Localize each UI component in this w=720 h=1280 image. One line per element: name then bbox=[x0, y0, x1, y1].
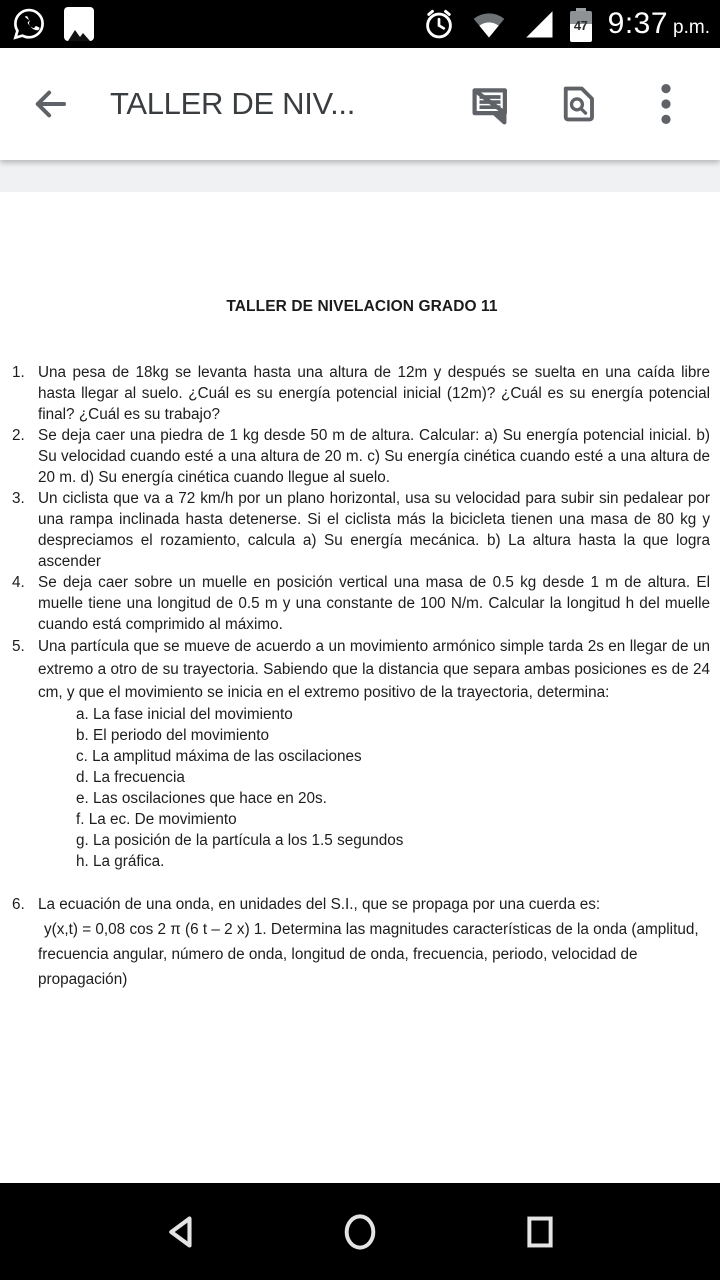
overflow-menu-icon bbox=[659, 82, 673, 126]
item-text bbox=[38, 892, 712, 992]
nav-home-button[interactable] bbox=[320, 1202, 400, 1262]
android-nav-bar bbox=[0, 1183, 720, 1280]
problem-item-2 bbox=[12, 425, 712, 488]
item-number: 5. bbox=[12, 638, 25, 655]
nav-recents-button[interactable] bbox=[500, 1202, 580, 1262]
comments-button[interactable] bbox=[466, 80, 514, 128]
find-in-document-icon bbox=[557, 83, 599, 125]
back-arrow-icon bbox=[29, 83, 71, 125]
meridiem-text: p.m. bbox=[673, 17, 710, 38]
problem-item-6 bbox=[12, 892, 712, 992]
battery-icon bbox=[570, 8, 592, 42]
document-title-toolbar: TALLER DE NIV... bbox=[110, 86, 356, 121]
home-circle-icon bbox=[343, 1212, 377, 1252]
gallery-icon bbox=[64, 7, 94, 41]
subitem-f: f. La ec. De movimiento bbox=[76, 811, 237, 828]
item-text: Un ciclista que va a 72 km/h por un plano horizontal, usa su velocidad para subir sin pedalear por una rampa inclinada hasta detenerse. Si el ciclista más la bicicleta tienen una masa de 80 kg y despreciamos el rozamiento, calcula a) Su energía mecánica. b) La altura hasta la que logra ascender bbox=[38, 490, 710, 570]
clock bbox=[608, 7, 710, 41]
item-text: Se deja caer sobre un muelle en posición vertical una masa de 0.5 kg desde 1 m de altura. El muelle tiene una longitud de 0.5 m y una constante de 100 N/m. Calcular la longitud h del muelle cuando está comprimido al máximo. bbox=[38, 574, 710, 633]
app-toolbar bbox=[0, 48, 720, 160]
document-margin-strip bbox=[0, 160, 720, 192]
comments-icon bbox=[469, 83, 511, 125]
item-number: 6. bbox=[12, 896, 25, 913]
document-page[interactable] bbox=[0, 192, 720, 1183]
item-text: Una pesa de 18kg se levanta hasta una altura de 12m y después se suelta en una caída libre hasta llegar al suelo. ¿Cuál es su energía potencial inicial (12m)? ¿Cuál es su energía potencial final? ¿Cuál es su trabajo? bbox=[38, 364, 710, 423]
item-text: Una partícula que se mueve de acuerdo a un movimiento armónico simple tarda 2s en llegar de un extremo a otro de su trayectoria. Sabiendo que la distancia que separa ambas posiciones es de 24 cm, y que el movimiento se inicia en el extremo positivo de la trayectoria, determina: bbox=[38, 638, 710, 701]
document-heading: TALLER DE NIVELACION GRADO 11 bbox=[226, 298, 498, 315]
item-6-formula: y(x,t) = 0,08 cos 2 π (6 t – 2 x) 1. Determina las magnitudes características de la onda (amplitud, frecuencia angular, número de onda, longitud de onda, frecuencia, periodo, velocidad de propagación) bbox=[38, 921, 699, 988]
item-6-intro: La ecuación de una onda, en unidades del S.I., que se propaga por una cuerda es: bbox=[38, 896, 601, 913]
item-number: 3. bbox=[12, 490, 25, 507]
subitem-b: b. El periodo del movimiento bbox=[76, 727, 270, 744]
cell-signal-icon bbox=[521, 6, 557, 42]
whatsapp-icon bbox=[10, 5, 48, 43]
problem-5-subitems bbox=[76, 704, 712, 872]
subitem-h: h. La gráfica. bbox=[76, 853, 165, 870]
notification-icons bbox=[10, 5, 94, 43]
subitem-g: g. La posición de la partícula a los 1.5 segundos bbox=[76, 832, 404, 849]
recents-square-icon bbox=[523, 1213, 557, 1251]
problem-item-5 bbox=[12, 635, 712, 704]
back-button[interactable] bbox=[26, 80, 74, 128]
find-in-document-button[interactable] bbox=[554, 80, 602, 128]
item-number: 2. bbox=[12, 427, 25, 444]
wifi-icon bbox=[470, 6, 508, 42]
time-text: 9:37 bbox=[607, 7, 669, 40]
item-number: 4. bbox=[12, 574, 25, 591]
nav-back-button[interactable] bbox=[140, 1202, 220, 1262]
back-triangle-icon bbox=[163, 1213, 197, 1251]
subitem-e: e. Las oscilaciones que hace en 20s. bbox=[76, 790, 327, 807]
item-text: Se deja caer una piedra de 1 kg desde 50 m de altura. Calcular: a) Su energía potencial inicial. b) Su velocidad cuando esté a una altura de 20 m. c) Su energía cinética cuando esté a una altura de 20 m. d) Su energía cinética cuando llegue al suelo. bbox=[38, 427, 710, 486]
problem-item-1 bbox=[12, 362, 712, 425]
subitem-d: d. La frecuencia bbox=[76, 769, 185, 786]
problem-item-3 bbox=[12, 488, 712, 572]
status-bar bbox=[0, 0, 720, 48]
alarm-icon bbox=[421, 6, 457, 42]
battery-percent: 47 bbox=[573, 17, 588, 33]
system-status-icons bbox=[421, 6, 710, 42]
subitem-c: c. La amplitud máxima de las oscilaciones bbox=[76, 748, 362, 765]
problem-item-4 bbox=[12, 572, 712, 635]
item-number: 1. bbox=[12, 364, 25, 381]
subitem-a: a. La fase inicial del movimiento bbox=[76, 706, 293, 723]
toolbar-actions bbox=[466, 80, 720, 128]
overflow-menu-button[interactable] bbox=[642, 80, 690, 128]
